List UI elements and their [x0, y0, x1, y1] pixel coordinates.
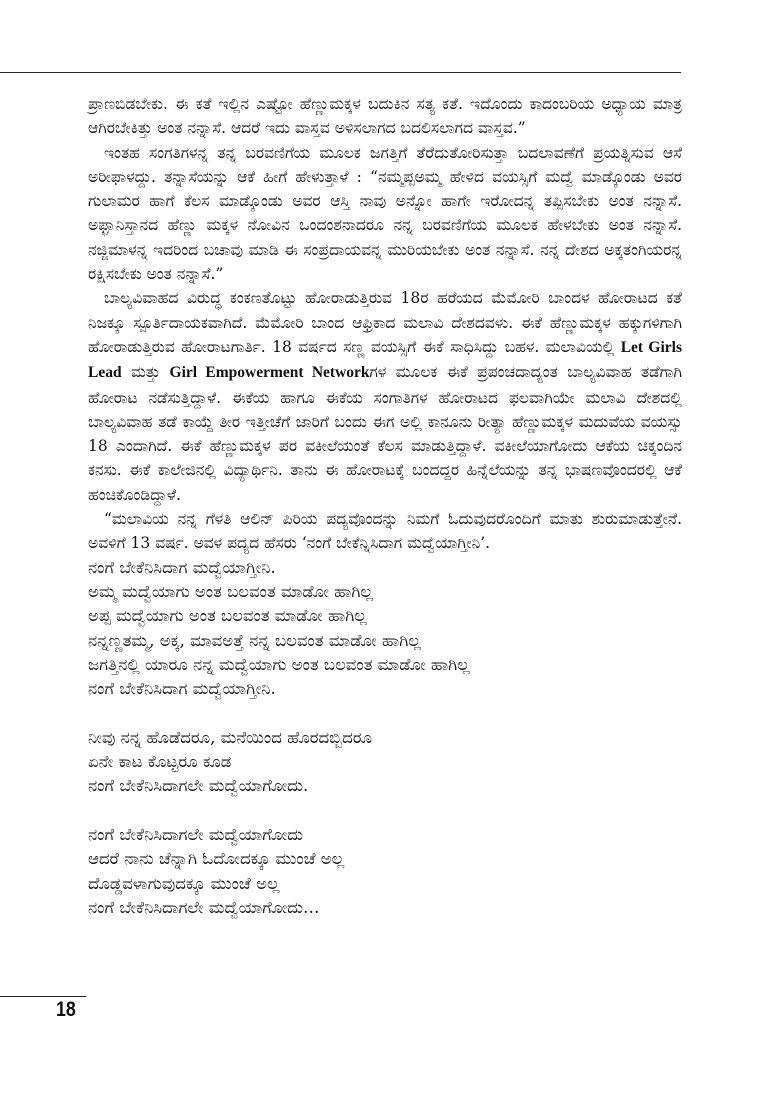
- paragraph-3: [88, 286, 682, 507]
- paragraph-2: ಇಂತಹ ಸಂಗತಿಗಳನ್ನ ತನ್ನ ಬರವಣಿಗೆಯ ಮೂಲಕ ಜಗತ್ತಿಗೆ ತೆರೆದುತೋರಿಸುತ್ತಾ ಬದಲಾವಣೆಗೆ ಪ್ರಯತ್ನಿಸುವ ಆಸೆ ಅರೀಫಾಳದ್ದು. ತನ್ನಾಸೆಯನ್ನು ಆಕೆ ಹೀಗೆ ಹೇಳುತ್ತಾಳೆ : “ನಮ್ಮಪ್ಪಅಮ್ಮ ಹೇಳಿದ ವಯಸ್ಸಿಗೆ ಮದ್ವೆ ಮಾಡ್ಕೊಂಡು ಅವರ ಗುಲಾಮರ ಹಾಗೆ ಕೆಲಸ ಮಾಡ್ಕೊಂಡು ಅವರ ಆಸ್ತಿ ನಾವು ಅನ್ನೋ ಹಾಗೇ ಇರೋದನ್ನ ತಪ್ಪಿಸಬೇಕು ಅಂತ ನನ್ನಾಸೆ. ಅಫ್ಘಾನಿಸ್ತಾನದ ಹೆಣ್ಣು ಮಕ್ಕಳ ನೋವಿನ ಒಂದಂಶನಾದರೂ ನನ್ನ ಬರವಣಿಗೆಯ ಮೂಲಕ ಹೇಳಬೇಕು ಅಂತ ನನ್ನಾಸೆ. ನಜ್ಜಿಮಾಳನ್ನ ಇದರಿಂದ ಬಚಾವು ಮಾಡಿ ಈ ಸಂಪ್ರದಾಯವನ್ನ ಮುರಿಯಬೇಕು ಅಂತ ನನ್ನಾಸೆ. ನನ್ನ ದೇಶದ ಅಕ್ಕತಂಗಿಯರನ್ನ ರಕ್ಷಿಸಬೇಕು ಅಂತ ನನ್ನಾಸೆ.”: [88, 143, 682, 284]
- poem-line: ನನ್ನಣ್ಣತಮ್ಮ, ಅಕ್ಕ, ಮಾವಅತ್ತೆ ನನ್ನ ಬಲವಂತ ಮಾಡೋ ಹಾಗಿಲ್ಲ: [88, 630, 421, 650]
- header-rule: [0, 72, 681, 73]
- org-girl-empowerment-network: Girl Empowerment Network: [169, 364, 370, 382]
- paragraph-3-continued: ಗಳ ಮೂಲಕ ಈಕೆ ಪ್ರಪಂಚದಾದ್ಯಂತ ಬಾಲ್ಯವಿವಾಹ ತಡೆಗಾಗಿ ಹೋರಾಟ ನಡೆಸುತ್ತಿದ್ದಾಳೆ. ಈಕೆಯ ಹಾಗೂ ಈಕೆಯ ಸಂಗಾತಿಗಳ ಹೋರಾಟದ ಫಲವಾಗಿಯೇ ಮಲಾವಿ ದೇಶದಲ್ಲಿ ಬಾಲ್ಯವಿವಾಹ ತಡೆ ಕಾಯ್ದೆ ತೀರ ಇತ್ತೀಚೆಗೆ ಜಾರಿಗೆ ಬಂದು ಈಗ ಅಲ್ಲಿ ಕಾನೂನು ರೀತ್ಯಾ ಹೆಣ್ಣುಮಕ್ಕಳ ಮದುವೆಯ ವಯಸ್ಸು 18 ಎಂದಾಗಿದೆ. ಈಕೆ ಹೆಣ್ಣುಮಕ್ಕಳ ಪರ ವಕೀಲೆಯಂತೆ ಕೆಲಸ ಮಾಡುತ್ತಿದ್ದಾಳೆ. ವಕೀಲೆಯಾಗೋದು ಆಕೆಯ ಚಿಕ್ಕಂದಿನ ಕನಸು. ಈಕೆ ಕಾಲೇಜಿನಲ್ಲಿ ವಿದ್ಯಾರ್ಥಿನಿ. ತಾನು ಈ ಹೋರಾಟಕ್ಕೆ ಬಂದದ್ದರ ಹಿನ್ನೆಲೆಯನ್ನು ತನ್ನ ಭಾಷಣವೊಂದರಲ್ಲಿ ಆಕೆ ಹಂಚಿಕೊಂಡಿದ್ದಾಳೆ.: [88, 363, 683, 504]
- poem-line: ನಂಗೆ ಬೇಕೆನಿಸಿದಾಗ ಮದ್ವೆಯಾಗ್ತೀನಿ.: [88, 679, 276, 699]
- poem-line: ಆದರೆ ನಾನು ಚೆನ್ನಾಗಿ ಓದೋದಕ್ಕೂ ಮುಂಚೆ ಅಲ್ಲ: [88, 849, 345, 869]
- poem-line: ಅಮ್ಮ ಮದ್ವೆಯಾಗು ಅಂತ ಬಲವಂತ ಮಾಡೋ ಹಾಗಿಲ್ಲ: [88, 581, 374, 601]
- poem-line: ಜಗತ್ತಿನಲ್ಲಿ ಯಾರೂ ನನ್ನ ಮದ್ವೆಯಾಗು ಅಂತ ಬಲವಂತ ಮಾಡೋ ಹಾಗಿಲ್ಲ: [88, 654, 470, 674]
- org-let-girls-lead: Let Girls Lead: [88, 338, 682, 382]
- paragraph-4: “ಮಲಾವಿಯ ನನ್ನ ಗೆಳತಿ ಆಲಿನ್ ಪಿರಿಯ ಪದ್ಯವೊಂದನ್ನು ನಿಮಗೆ ಓದುವುದರೊಂದಿಗೆ ಮಾತು ಶುರುಮಾಡುತ್ತೇನೆ. ಅವಳಿಗೆ 13 ವರ್ಷ. ಅವಳ ಪದ್ಯದ ಹೆಸರು ‘ನಂಗೆ ಬೇಕೆನ್ನಿಸಿದಾಗ ಮದ್ವೆಯಾಗ್ತೀನಿ’.: [88, 510, 682, 553]
- poem-line: ಅಪ್ಪ ಮದ್ವೆಯಾಗು ಅಂತ ಬಲವಂತ ಮಾಡೋ ಹಾಗಿಲ್ಲ: [88, 606, 367, 626]
- paragraph-3-text: ಬಾಲ್ಯವಿವಾಹದ ವಿರುದ್ಧ ಕಂಕಣತೊಟ್ಟು ಹೋರಾಡುತ್ತಿರುವ 18ರ ಹರೆಯದ ಮೆಮೋರಿ ಬಾಂದಳ ಹೋರಾಟದ ಕತೆ ನಿಜಕ್ಕೂ ಸ್ಪೂರ್ತಿದಾಯಕವಾಗಿದೆ. ಮೆಮೋರಿ ಬಾಂದ ಆಫ್ರಿಕಾದ ಮಲಾವಿ ದೇಶದವಳು. ಈಕೆ ಹೆಣ್ಣುಮಕ್ಕಳ ಹಕ್ಕುಗಳಿಗಾಗಿ ಹೋರಾಡುತ್ತಿರುವ ಹೋರಾಟಗಾರ್ತಿ. 18 ವರ್ಷದ ಸಣ್ಣ ವಯಸ್ಸಿಗೆ ಈಕೆ ಸಾಧಿಸಿದ್ದು ಬಹಳ. ಮಲಾವಿಯಲ್ಲಿ: [88, 289, 682, 356]
- poem: [88, 556, 682, 920]
- poem-line: ಏನೇ ಕಾಟ ಕೊಟ್ಟರೂ ಕೂಡ: [88, 752, 232, 772]
- paragraph-1: ಪ್ರಾಣಬಿಡಬೇಕು. ಈ ಕತೆ ಇಲ್ಲಿನ ಎಷ್ಟೋ ಹೆಣ್ಣುಮಕ್ಕಳ ಬದುಕಿನ ಸತ್ಯ ಕತೆ. ಇದೊಂದು ಕಾದಂಬರಿಯ ಅಧ್ಯಾಯ ಮಾತ್ರ ಆಗಿರಬೇಕಿತ್ತು ಅಂತ ನನ್ನಾಸೆ. ಆದರೆ ಇದು ವಾಸ್ತವ ಅಳಿಸಲಾಗದ ಬದಲಿಸಲಾಗದ ವಾಸ್ತವ.”: [88, 95, 682, 138]
- footer-rule: [0, 996, 86, 997]
- poem-line: ನಂಗೆ ಬೇಕೆನಿಸಿದಾಗ ಮದ್ವೆಯಾಗ್ತೀನಿ.: [88, 557, 276, 577]
- poem-line: ದೊಡ್ಡವಳಾಗುವುದಕ್ಕೂ ಮುಂಚೆ ಅಲ್ಲ: [88, 873, 280, 893]
- stanza-break: [88, 799, 682, 823]
- poem-line: ನಂಗೆ ಬೇಕೆನಿಸಿದಾಗಲೇ ಮದ್ವೆಯಾಗೋದು…: [88, 897, 320, 917]
- page-body: [88, 92, 682, 920]
- page-number: 18: [56, 998, 76, 1021]
- connector-text: ಮತ್ತು: [121, 363, 170, 382]
- poem-line: ನಂಗೆ ಬೇಕೆನಿಸಿದಾಗಲೇ ಮದ್ವೆಯಾಗೋದು.: [88, 776, 309, 796]
- stanza-break: [88, 701, 682, 725]
- poem-line: ನಂಗೆ ಬೇಕೆನಿಸಿದಾಗಲೇ ಮದ್ವೆಯಾಗೋದು: [88, 824, 304, 844]
- poem-line: ನೀವು ನನ್ನ ಹೊಡೆದರೂ, ಮನೆಯಿಂದ ಹೊರದಬ್ಬಿದರೂ: [88, 727, 372, 747]
